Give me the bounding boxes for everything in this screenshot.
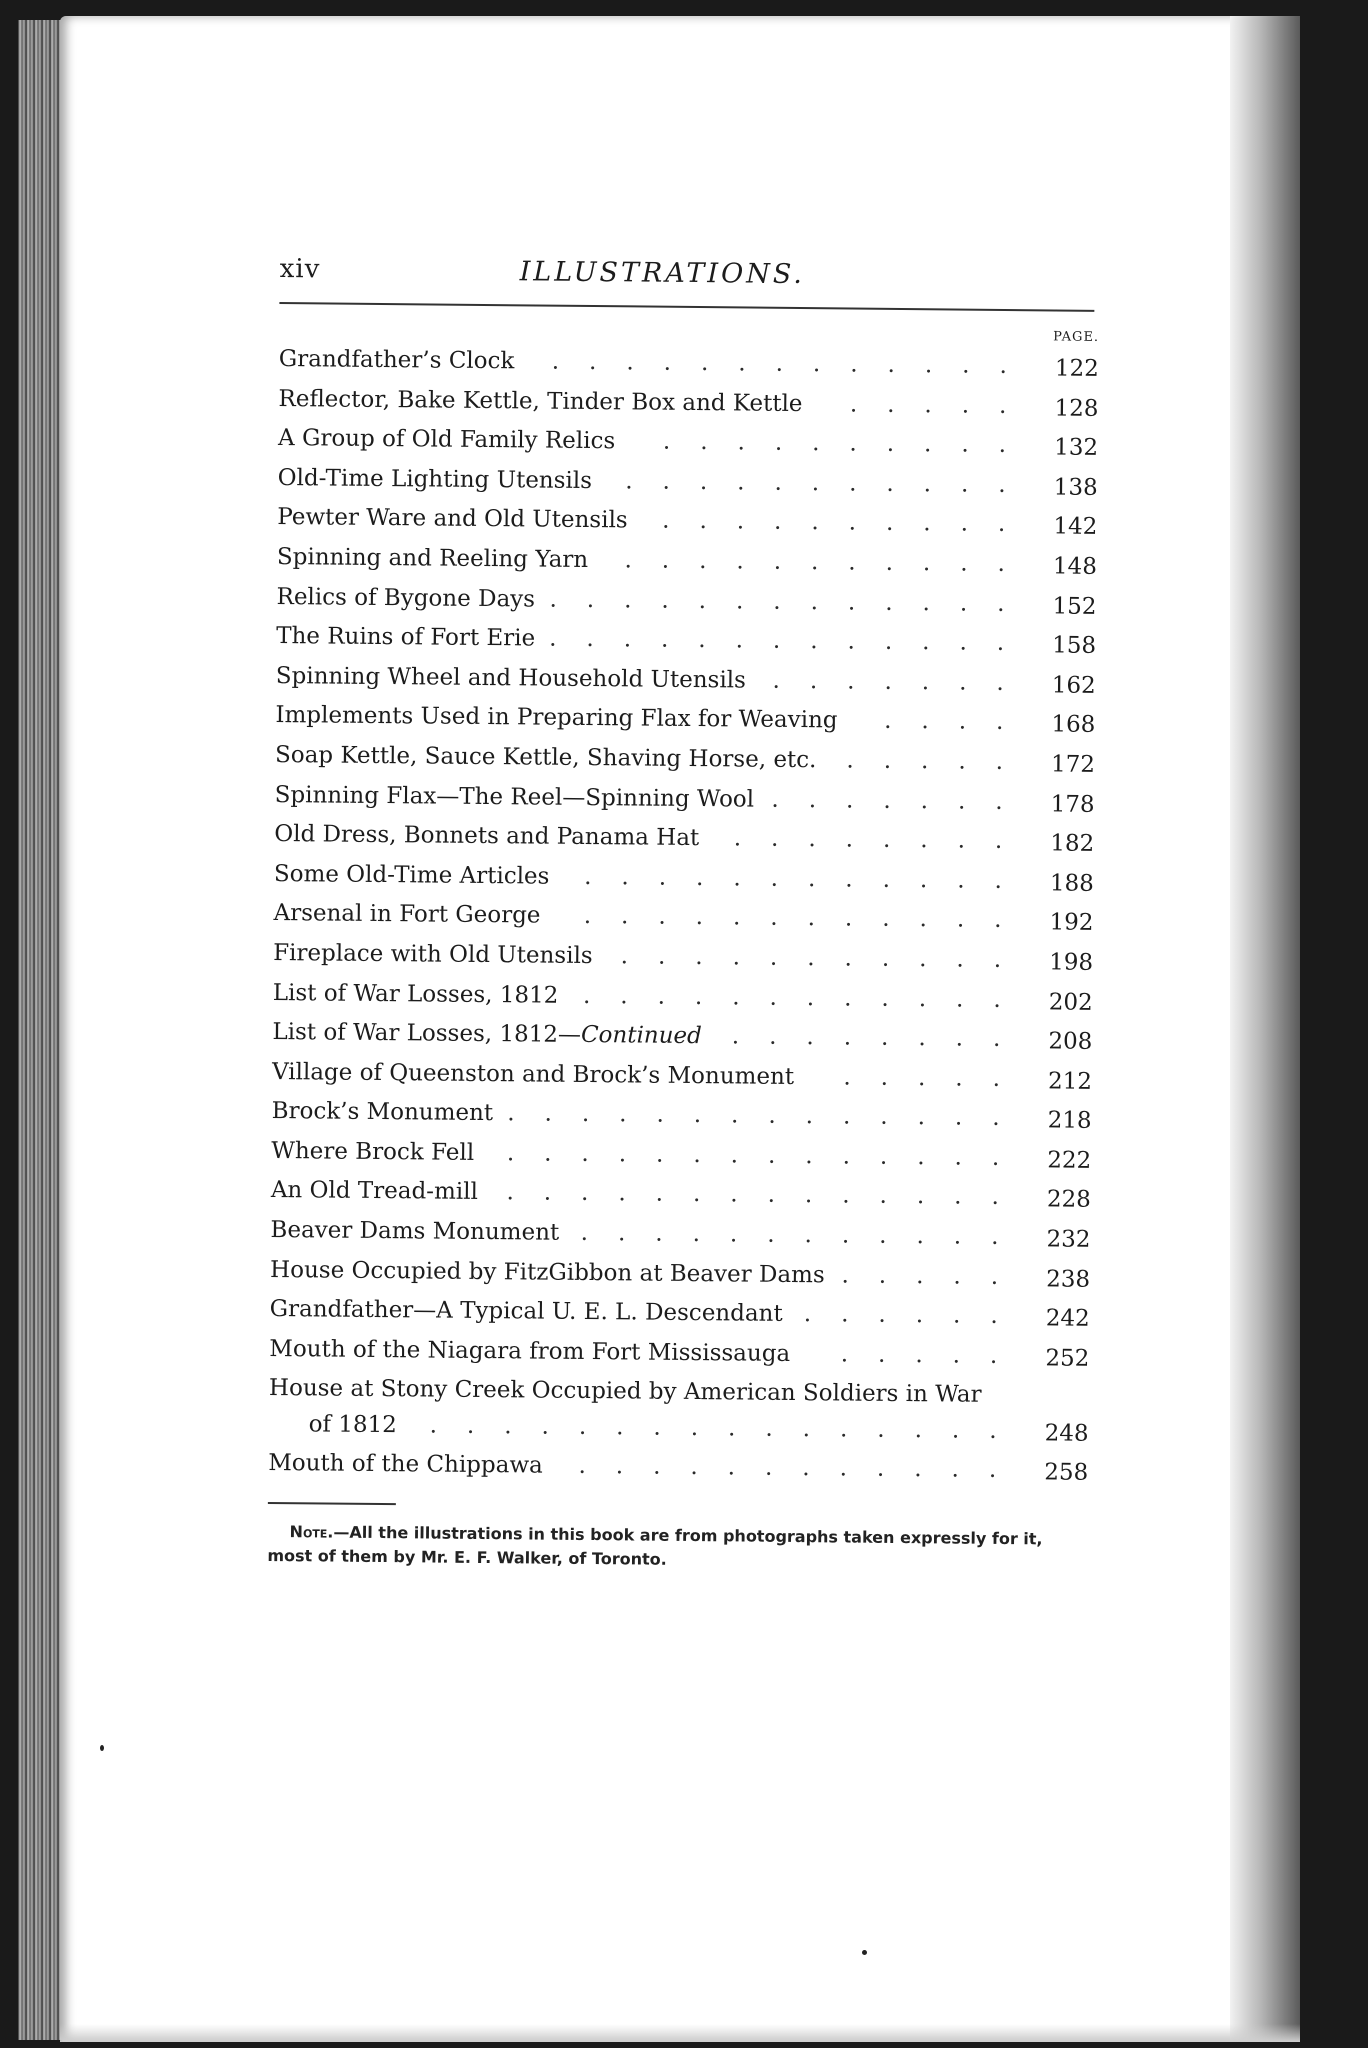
section-title: ILLUSTRATIONS. (519, 256, 806, 291)
dot-leader: ..... (846, 747, 1034, 776)
entry-title-text: Mouth of the Niagara from Fort Mississauga (269, 1335, 791, 1367)
entry-page-number: 222 (1047, 1147, 1092, 1174)
entry-title-text: List of War Losses, 1812— (272, 1019, 582, 1049)
entry-title-text: Old-Time Lighting Utensils (277, 464, 593, 494)
entry-page-number: 248 (1044, 1420, 1089, 1448)
entry-title (273, 894, 540, 936)
dot-leader: .............. (506, 1140, 1030, 1172)
entry-title-text: Some Old-Time Articles (273, 860, 550, 890)
entry-title (278, 419, 616, 462)
entry-title (274, 776, 754, 820)
entry-title (270, 1290, 783, 1335)
dot-leader: ............. (551, 348, 1037, 380)
entry-page-number: 158 (1052, 632, 1097, 660)
entry-page-number: 168 (1051, 711, 1096, 739)
page-bottom-shadow (60, 2024, 1300, 2042)
entry-page-number: 148 (1052, 553, 1098, 580)
entry-title (270, 1251, 825, 1296)
dot-leader: ................ (429, 1412, 1027, 1445)
entry-title-text: Grandfather’s Clock (278, 345, 515, 375)
entry-title (274, 855, 550, 897)
entry-title-text: Village of Queenston and Brock’s Monument (271, 1058, 795, 1090)
entry-title-text: List of War Losses, 1812 (272, 979, 559, 1009)
illustrations-list (268, 340, 1099, 1492)
entry-page-number: 232 (1046, 1226, 1091, 1253)
dot-leader: ..... (841, 1262, 1029, 1290)
entry-title (270, 1211, 559, 1253)
entry-title-text: An Old Tread-mill (270, 1177, 479, 1206)
entry-title (274, 815, 699, 859)
dot-leader: .......... (662, 428, 1037, 459)
dot-leader: ........... (624, 547, 1036, 578)
entry-page-number: 128 (1054, 395, 1099, 422)
dot-leader: ............. (549, 586, 1035, 617)
entry-title (271, 1171, 478, 1213)
running-head (279, 240, 1179, 305)
dot-leader: ........ (733, 825, 1033, 855)
entry-title (272, 1013, 702, 1057)
dot-leader: ....... (772, 667, 1034, 697)
dot-leader: ........... (620, 943, 1032, 974)
entry-title-continuation: of 1812 (308, 1411, 397, 1439)
entry-page-number: 172 (1050, 751, 1096, 778)
entry-title-text: Where Brock Fell (271, 1137, 475, 1166)
page-gutter-shadow (1230, 16, 1300, 2042)
entry-page-number: 138 (1053, 474, 1098, 501)
dot-leader: ............. (549, 625, 1035, 657)
dot-leader: ..... (840, 1341, 1028, 1370)
entry-title (275, 696, 838, 741)
entry-title (269, 1330, 790, 1375)
footnote (267, 1520, 1089, 1576)
footnote-text: —All the illustrations in this book are from photographs taken expressly for it, most of them by Mr. E. F. Walker, of Toronto. (267, 1522, 1043, 1569)
entry-page-number: 132 (1054, 434, 1099, 462)
entry-page-number: 198 (1049, 949, 1094, 976)
entry-title-text: Implements Used in Preparing Flax for Weaving (275, 702, 838, 734)
dot-leader: .......... (662, 508, 1036, 538)
entry-title-text: Soap Kettle, Sauce Kettle, Shaving Horse, etc. (274, 741, 817, 774)
entry-page-number: 238 (1046, 1266, 1091, 1293)
dot-leader: ..... (843, 1064, 1031, 1092)
illustrations-list-content (267, 240, 1179, 1569)
entry-title-italic: Continued (580, 1022, 702, 1050)
page-folio: xiv (279, 253, 321, 285)
entry-title-text: Brock’s Monument (271, 1098, 494, 1127)
entry-title (271, 1132, 474, 1174)
entry-title (278, 380, 802, 425)
dot-leader: ............ (580, 1219, 1029, 1251)
entry-page-number: 258 (1044, 1459, 1089, 1487)
entry-title (273, 973, 559, 1015)
entry-title (277, 538, 589, 581)
entry-title-text: Beaver Dams Monument (270, 1217, 560, 1246)
entry-title-text: Spinning Wheel and Household Utensils (275, 662, 747, 694)
entry-title (279, 340, 515, 382)
entry-title-text: House at Stony Creek Occupied by American Soldiers in War (268, 1375, 982, 1409)
dot-leader: .............. (506, 1179, 1029, 1211)
entry-title (268, 1444, 543, 1486)
entry-title (276, 578, 535, 620)
entry-title-text: Spinning Flax—The Reel—Spinning Wool (274, 781, 755, 813)
entry-page-number: 142 (1053, 513, 1098, 541)
ink-speck (100, 1745, 104, 1751)
list-item (268, 1444, 1088, 1491)
entry-page-number: 228 (1046, 1186, 1091, 1214)
entry-title (272, 1053, 794, 1098)
entry-title-text: A Group of Old Family Relics (277, 425, 616, 455)
entry-title-text: The Ruins of Fort Erie (276, 623, 536, 652)
dot-leader: ...... (803, 1301, 1028, 1330)
dot-leader: ............ (578, 1453, 1027, 1484)
dot-leader: ............ (583, 903, 1032, 934)
entry-title (276, 617, 535, 659)
entry-title-text: Reflector, Bake Kettle, Tinder Box and Kettle (278, 385, 803, 417)
entry-title-text: Fireplace with Old Utensils (273, 939, 593, 969)
page-column-label: PAGE. (1053, 329, 1100, 345)
dot-leader: .............. (507, 1100, 1030, 1132)
dot-leader: ............ (584, 863, 1033, 894)
dot-leader: .... (884, 708, 1034, 736)
entry-title-text: Pewter Ware and Old Utensils (277, 504, 628, 534)
ink-speck (862, 1950, 867, 1955)
entry-page-number: 208 (1048, 1028, 1093, 1055)
entry-title (271, 1092, 493, 1134)
entry-page-number: 182 (1050, 830, 1095, 857)
entry-page-number: 202 (1048, 988, 1093, 1016)
entry-title-text: Mouth of the Chippawa (268, 1450, 543, 1480)
entry-page-number: 178 (1050, 790, 1095, 818)
footnote-label: Note. (289, 1522, 334, 1542)
entry-title-text: Spinning and Reeling Yarn (276, 543, 589, 573)
entry-page-number: 212 (1047, 1068, 1093, 1095)
entry-title (277, 498, 628, 541)
entry-page-number: 122 (1054, 355, 1099, 382)
dot-leader: ........... (625, 468, 1036, 499)
entry-page-number: 162 (1051, 672, 1096, 699)
entry-page-number: 152 (1052, 592, 1097, 620)
entry-title-text: Arsenal in Fort George (273, 900, 541, 929)
entry-page-number: 188 (1049, 870, 1094, 897)
entry-title (273, 934, 593, 977)
dot-leader: ............ (582, 982, 1031, 1013)
entry-page-number: 218 (1047, 1107, 1092, 1135)
entry-page-number: 242 (1045, 1305, 1090, 1333)
entry-title (276, 657, 746, 701)
entry-title-text: Relics of Bygone Days (276, 583, 536, 613)
entry-title (275, 736, 817, 781)
entry-title-text: Grandfather—A Typical U. E. L. Descendant (269, 1296, 783, 1328)
list-item (268, 1369, 1089, 1452)
entry-title-text: Old Dress, Bonnets and Panama Hat (274, 821, 700, 852)
dot-leader: ..... (849, 391, 1037, 419)
entry-title-text: House Occupied by FitzGibbon at Beaver Dams (269, 1256, 825, 1288)
entry-page-number: 192 (1049, 909, 1094, 937)
entry-title (278, 459, 593, 502)
dot-leader: ........ (731, 1023, 1031, 1053)
dot-leader: ....... (771, 786, 1033, 815)
entry-page-number: 252 (1045, 1345, 1090, 1372)
